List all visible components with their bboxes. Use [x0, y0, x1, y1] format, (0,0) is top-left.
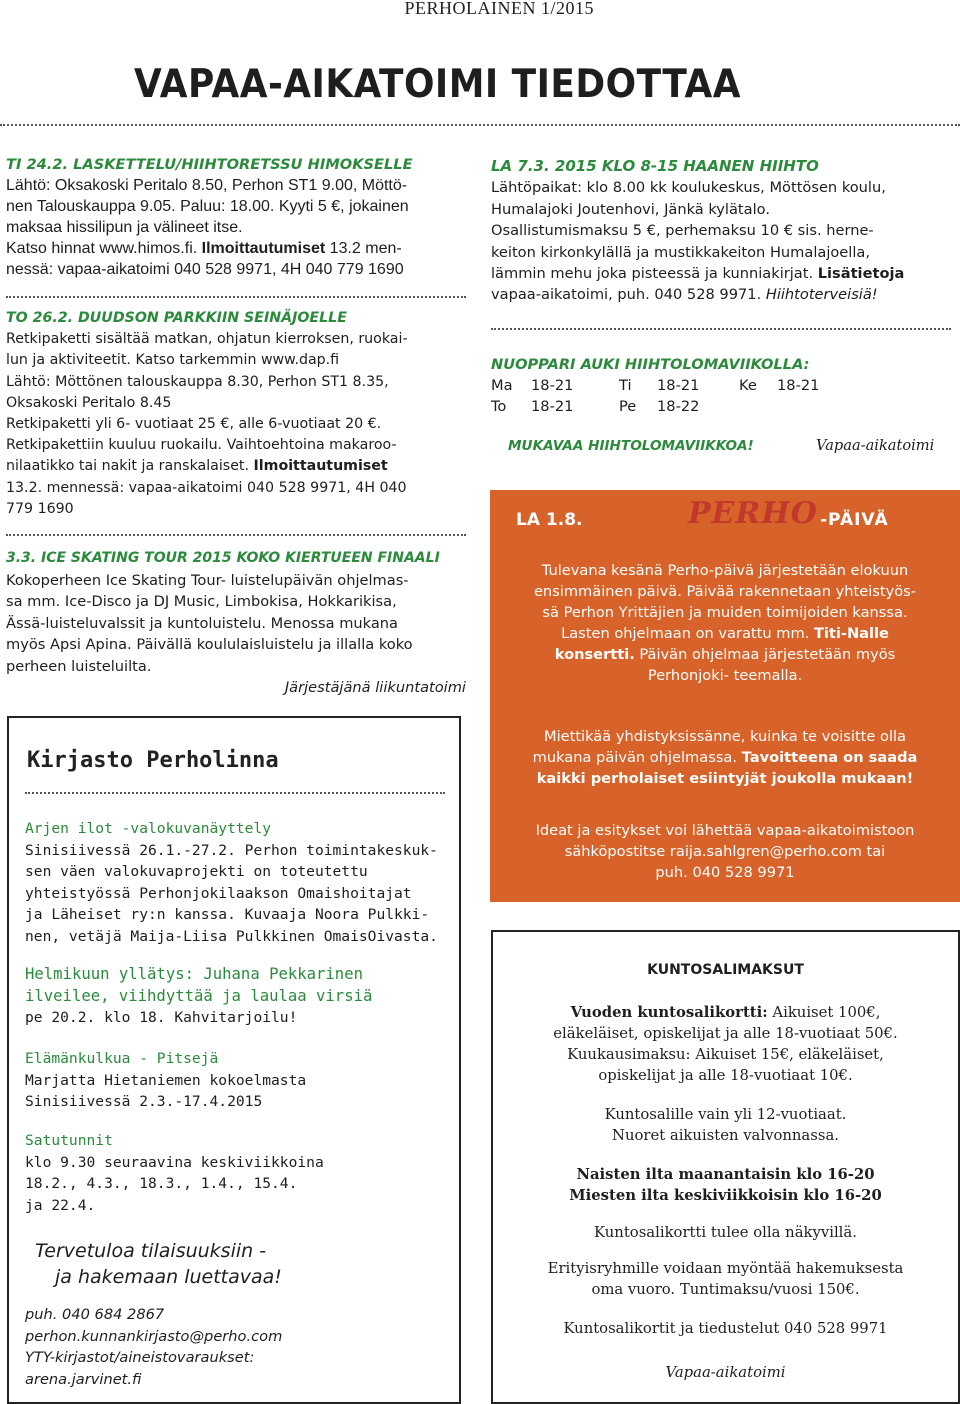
nuoppari-section [491, 354, 951, 417]
divider [6, 296, 466, 298]
schedule-day: Ti [619, 377, 632, 394]
life-text: Sinisiivessä 2.3.-17.4.2015 [25, 1093, 263, 1110]
event-text [6, 456, 468, 477]
event-heading: LA 7.3. 2015 KLO 8-15 HAANEN HIIHTO [491, 157, 819, 175]
info-label: Lisätietoja [817, 265, 905, 283]
gym-card-note: Kuntosalikortti tulee olla näkyvillä. [594, 1224, 857, 1241]
exhibition-text: Sinisiivessä 26.1.-27.2. Perhon toimintakeskuk- [25, 841, 438, 859]
fee-text: Kuukausimaksu: Aikuiset 15€, eläkeläiset, [567, 1046, 884, 1063]
event-text: Ässä-luisteluvalssit ja kuntoluistelu. Menossa mukana [6, 614, 398, 632]
event-text: Osallistumismaksu 5 €, perhemaksu 10 € sis. herne- [491, 222, 874, 240]
event-text: Humalajoki Joutenhovi, Jänkä kylätalo. [491, 200, 770, 218]
event-heading: TO 26.2. DUUDSON PARKKIIN SEINÄJOELLE [6, 310, 347, 326]
event-heading: TI 24.2. LASKETTELU/HIIHTORETSSU HIMOKSELLE [6, 156, 413, 173]
story-text: klo 9.30 seuraavina keskiviikkoina [25, 1153, 324, 1171]
story-text: 18.2., 4.3., 18.3., 1.4., 15.4. [25, 1175, 298, 1192]
event-text-part: lämmin mehu joka pisteessä ja kunniakirjat. [491, 265, 814, 283]
event-text: Kokoperheen Ice Skating Tour- luistelupäivän ohjelmas- [6, 571, 409, 589]
perho-logo: PERHO [688, 496, 818, 531]
schedule-grid [491, 375, 951, 417]
exhibition-text: yhteistyössä Perhonjokilaakson Omaishoitajat [25, 884, 412, 902]
schedule-day: To [491, 398, 507, 415]
goal-text: Tavoitteena on saada [741, 749, 918, 766]
card-label: Vuoden kuntosalikortti: [570, 1004, 768, 1021]
gym-info: Kuntosalikortit ja tiedustelut 040 528 9971 [563, 1320, 888, 1337]
schedule-day: Ke [739, 377, 757, 394]
event-text: sa mm. Ice-Disco ja DJ Music, Limbokisa, Hokkarikisa, [6, 593, 397, 610]
intro-text [490, 644, 960, 665]
goal-text: kaikki perholaiset esiintyjät joukolla mukaan! [536, 770, 914, 787]
concert-word: konsertti. [554, 646, 635, 663]
gym-evenings [493, 1164, 958, 1206]
schedule-time: 18-21 [777, 377, 820, 394]
event-text-part: nilaatikko tai nakit ja ranskalaiset. [6, 458, 249, 475]
life-text: Marjatta Hietaniemen kokoelmasta [25, 1071, 307, 1089]
event-text [491, 263, 951, 284]
schedule-time: 18-21 [531, 398, 574, 415]
exhibition-text: ja Läheiset ry:n kanssa. Kuvaaja Noora Pulkki- [25, 906, 430, 923]
event-text [491, 284, 951, 305]
event-ski-trip [6, 154, 468, 280]
event-text: Oksakoski Peritalo 8.45 [6, 394, 172, 411]
page-title: VAPAA-AIKATOIMI TIEDOTTAA [134, 62, 741, 107]
event-text: Retkipakettiin kuuluu ruokailu. Vaihtoehtoina makaroo- [6, 437, 397, 454]
rule-text: Nuoret aikuisten valvonnassa. [612, 1127, 839, 1144]
event-text: perheen luisteluilta. [6, 657, 152, 675]
perho-day-box [490, 490, 960, 902]
event-text: Retkipaketti yli 6- vuotiaat 25 €, alle 6-vuotiaat 20 €. [6, 416, 382, 433]
invite-text [490, 747, 960, 768]
event-text: myös Apsi Apina. Päivällä koululaisluistelu ja illalla koko [6, 636, 413, 653]
perho-day-intro [490, 560, 960, 686]
holiday-wish: MUKAVAA HIIHTOLOMAVIIKKOA! [508, 438, 754, 454]
intro-text: ensimmäinen päivä. Päivää rakennetaan yhteistyös- [533, 583, 917, 600]
perho-day-date: LA 1.8. [516, 510, 583, 530]
life-section [25, 1048, 306, 1113]
event-duudson [6, 308, 468, 520]
event-text: Lähtö: Oksakoski Peritalo 8.50, Perhon ST1 9.00, Möttö- [6, 177, 408, 194]
library-title: Kirjasto Perholinna [27, 748, 279, 773]
library-box [7, 716, 461, 1404]
event-text: keiton kirkonkylällä ja mustikkakeiton Humalajoella, [491, 243, 870, 261]
welcome-text [35, 1238, 282, 1290]
publication-label: PERHOLAINEN 1/2015 [404, 0, 594, 18]
divider [491, 328, 951, 330]
event-text: Lähtö: Möttönen talouskauppa 8.30, Perhon ST1 8.35, [6, 373, 389, 390]
contact-link[interactable]: arena.jarvinet.fi [25, 1370, 142, 1388]
gym-special [493, 1258, 958, 1300]
life-heading: Elämänkulkua - Pitsejä [25, 1050, 219, 1067]
intro-text: Perhonjoki- teemalla. [647, 667, 803, 684]
event-text-part: vapaa-aikatoimi, puh. 040 528 9971. [491, 286, 762, 304]
intro-text: sä Perhon Yrittäjien ja muiden toimijoiden kanssa. [542, 604, 908, 621]
schedule-time: 18-21 [657, 377, 700, 394]
invite-text: Miettikää yhdistyksissänne, kuinka te voisitte olla [543, 728, 906, 745]
evening-text: Miesten ilta keskiviikkoisin klo 16-20 [569, 1187, 882, 1204]
nuoppari-signature: Vapaa-aikatoimi [816, 437, 935, 454]
exhibition-text: nen, vetäjä Maija-Liisa Pulkkinen OmaisOivasta. [25, 927, 438, 945]
event-text-link: Katso hinnat www.himos.fi. [6, 240, 198, 257]
event-text: lun ja aktiviteetit. Katso tarkemmin www.dap.fi [6, 352, 340, 369]
contact-phone: puh. 040 684 2867 [25, 1306, 165, 1323]
intro-text-part: Lasten ohjelmaan on varattu mm. [561, 625, 810, 642]
signup-label: Ilmoittautumiset [201, 240, 326, 257]
exhibition-section [25, 818, 438, 947]
intro-text-part: Päivän ohjelmaa järjestetään myös [634, 646, 896, 663]
surprise-heading: ilveilee, viihdyttää ja laulaa virsiä [25, 986, 373, 1005]
event-heading: 3.3. ICE SKATING TOUR 2015 KOKO KIERTUEEN FINAALI [6, 550, 440, 566]
event-text: 779 1690 [6, 500, 74, 517]
event-text: Retkipaketti sisältää matkan, ohjatun kierroksen, ruokai- [6, 331, 408, 348]
schedule-time: 18-21 [531, 377, 574, 394]
event-text: 13.2 men- [325, 240, 402, 257]
special-text: Erityisryhmille voidaan myöntää hakemuksesta [547, 1260, 904, 1277]
title-divider [0, 124, 960, 126]
gym-fees-box [491, 930, 960, 1404]
event-text: Lähtöpaikat: klo 8.00 kk koulukeskus, Möttösen koulu, [491, 179, 886, 197]
event-text: nessä: vapaa-aikatoimi 040 528 9971, 4H 040 779 1690 [6, 261, 404, 278]
event-text [6, 238, 468, 259]
greeting: Hiihtoterveisiä! [765, 286, 878, 304]
story-section [25, 1130, 324, 1216]
surprise-text: pe 20.2. klo 18. Kahvitarjoilu! [25, 1009, 298, 1026]
event-text: 13.2. mennessä: vapaa-aikatoimi 040 528 9971, 4H 040 [6, 479, 407, 496]
contact-phone: puh. 040 528 9971 [655, 864, 795, 881]
contact-text: YTY-kirjastot/aineistovaraukset: [25, 1349, 255, 1366]
gym-age-rules [493, 1104, 958, 1146]
fee-text: eläkeläiset, opiskelijat ja alle 18-vuotiaat 50€. [553, 1025, 898, 1042]
divider [25, 792, 445, 794]
event-text: maksaa hissilipun ja välineet itse. [6, 219, 243, 236]
special-text: oma vuoro. Tuntimaksu/vuosi 150€. [591, 1281, 860, 1298]
schedule-day: Ma [491, 377, 513, 394]
concert-name: Titi-Nalle [813, 625, 889, 642]
surprise-heading: Helmikuun yllätys: Juhana Pekkarinen [25, 965, 363, 983]
exhibition-heading: Arjen ilot -valokuvanäyttely [25, 820, 272, 837]
card-price: Aikuiset 100€, [767, 1004, 881, 1021]
rule-text: Kuntosalille vain yli 12-vuotiaat. [604, 1106, 847, 1123]
page-header [0, 0, 960, 20]
gym-title: KUNTOSALIMAKSUT [647, 962, 804, 978]
evening-text: Naisten ilta maanantaisin klo 16-20 [576, 1166, 875, 1183]
perho-day-suffix: -PÄIVÄ [820, 510, 889, 530]
surprise-section [25, 964, 372, 1029]
divider [6, 534, 466, 536]
contact-email[interactable]: sähköpostitse raija.sahlgren@perho.com tai [564, 843, 886, 860]
welcome-line: Tervetuloa tilaisuuksiin - [35, 1240, 267, 1262]
exhibition-text: sen väen valokuvaprojekti on toteutettu [25, 863, 368, 880]
intro-text: Tulevana kesänä Perho-päivä järjestetään elokuun [541, 562, 909, 579]
intro-text [490, 623, 960, 644]
gym-fees [493, 1002, 958, 1086]
welcome-line: ja hakemaan luettavaa! [55, 1266, 282, 1288]
schedule-day: Pe [619, 398, 637, 415]
signup-label: Ilmoittautumiset [253, 458, 388, 475]
library-contact [25, 1304, 282, 1390]
fee-text: opiskelijat ja alle 18-vuotiaat 10€. [598, 1067, 853, 1084]
perho-day-contact [490, 820, 960, 883]
event-text: nen Talouskauppa 9.05. Paluu: 18.00. Kyyti 5 €, jokainen [6, 198, 409, 215]
event-ice-skating [6, 548, 468, 699]
nuoppari-heading: NUOPPARI AUKI HIIHTOLOMAVIIKOLLA: [491, 356, 810, 373]
schedule-time: 18-22 [657, 398, 700, 415]
invite-text-part: mukana päivän ohjelmassa. [532, 749, 738, 766]
contact-text: Ideat ja esitykset voi lähettää vapaa-aikatoimistoon [535, 822, 915, 839]
contact-email[interactable]: perhon.kunnankirjasto@perho.com [25, 1327, 283, 1345]
story-heading: Satutunnit [25, 1132, 113, 1149]
story-text: ja 22.4. [25, 1196, 96, 1214]
event-haane-ski [491, 156, 951, 306]
gym-signature: Vapaa-aikatoimi [665, 1364, 786, 1381]
event-signature: Järjestäjänä liikuntatoimi [284, 679, 466, 696]
perho-day-invite [490, 726, 960, 789]
